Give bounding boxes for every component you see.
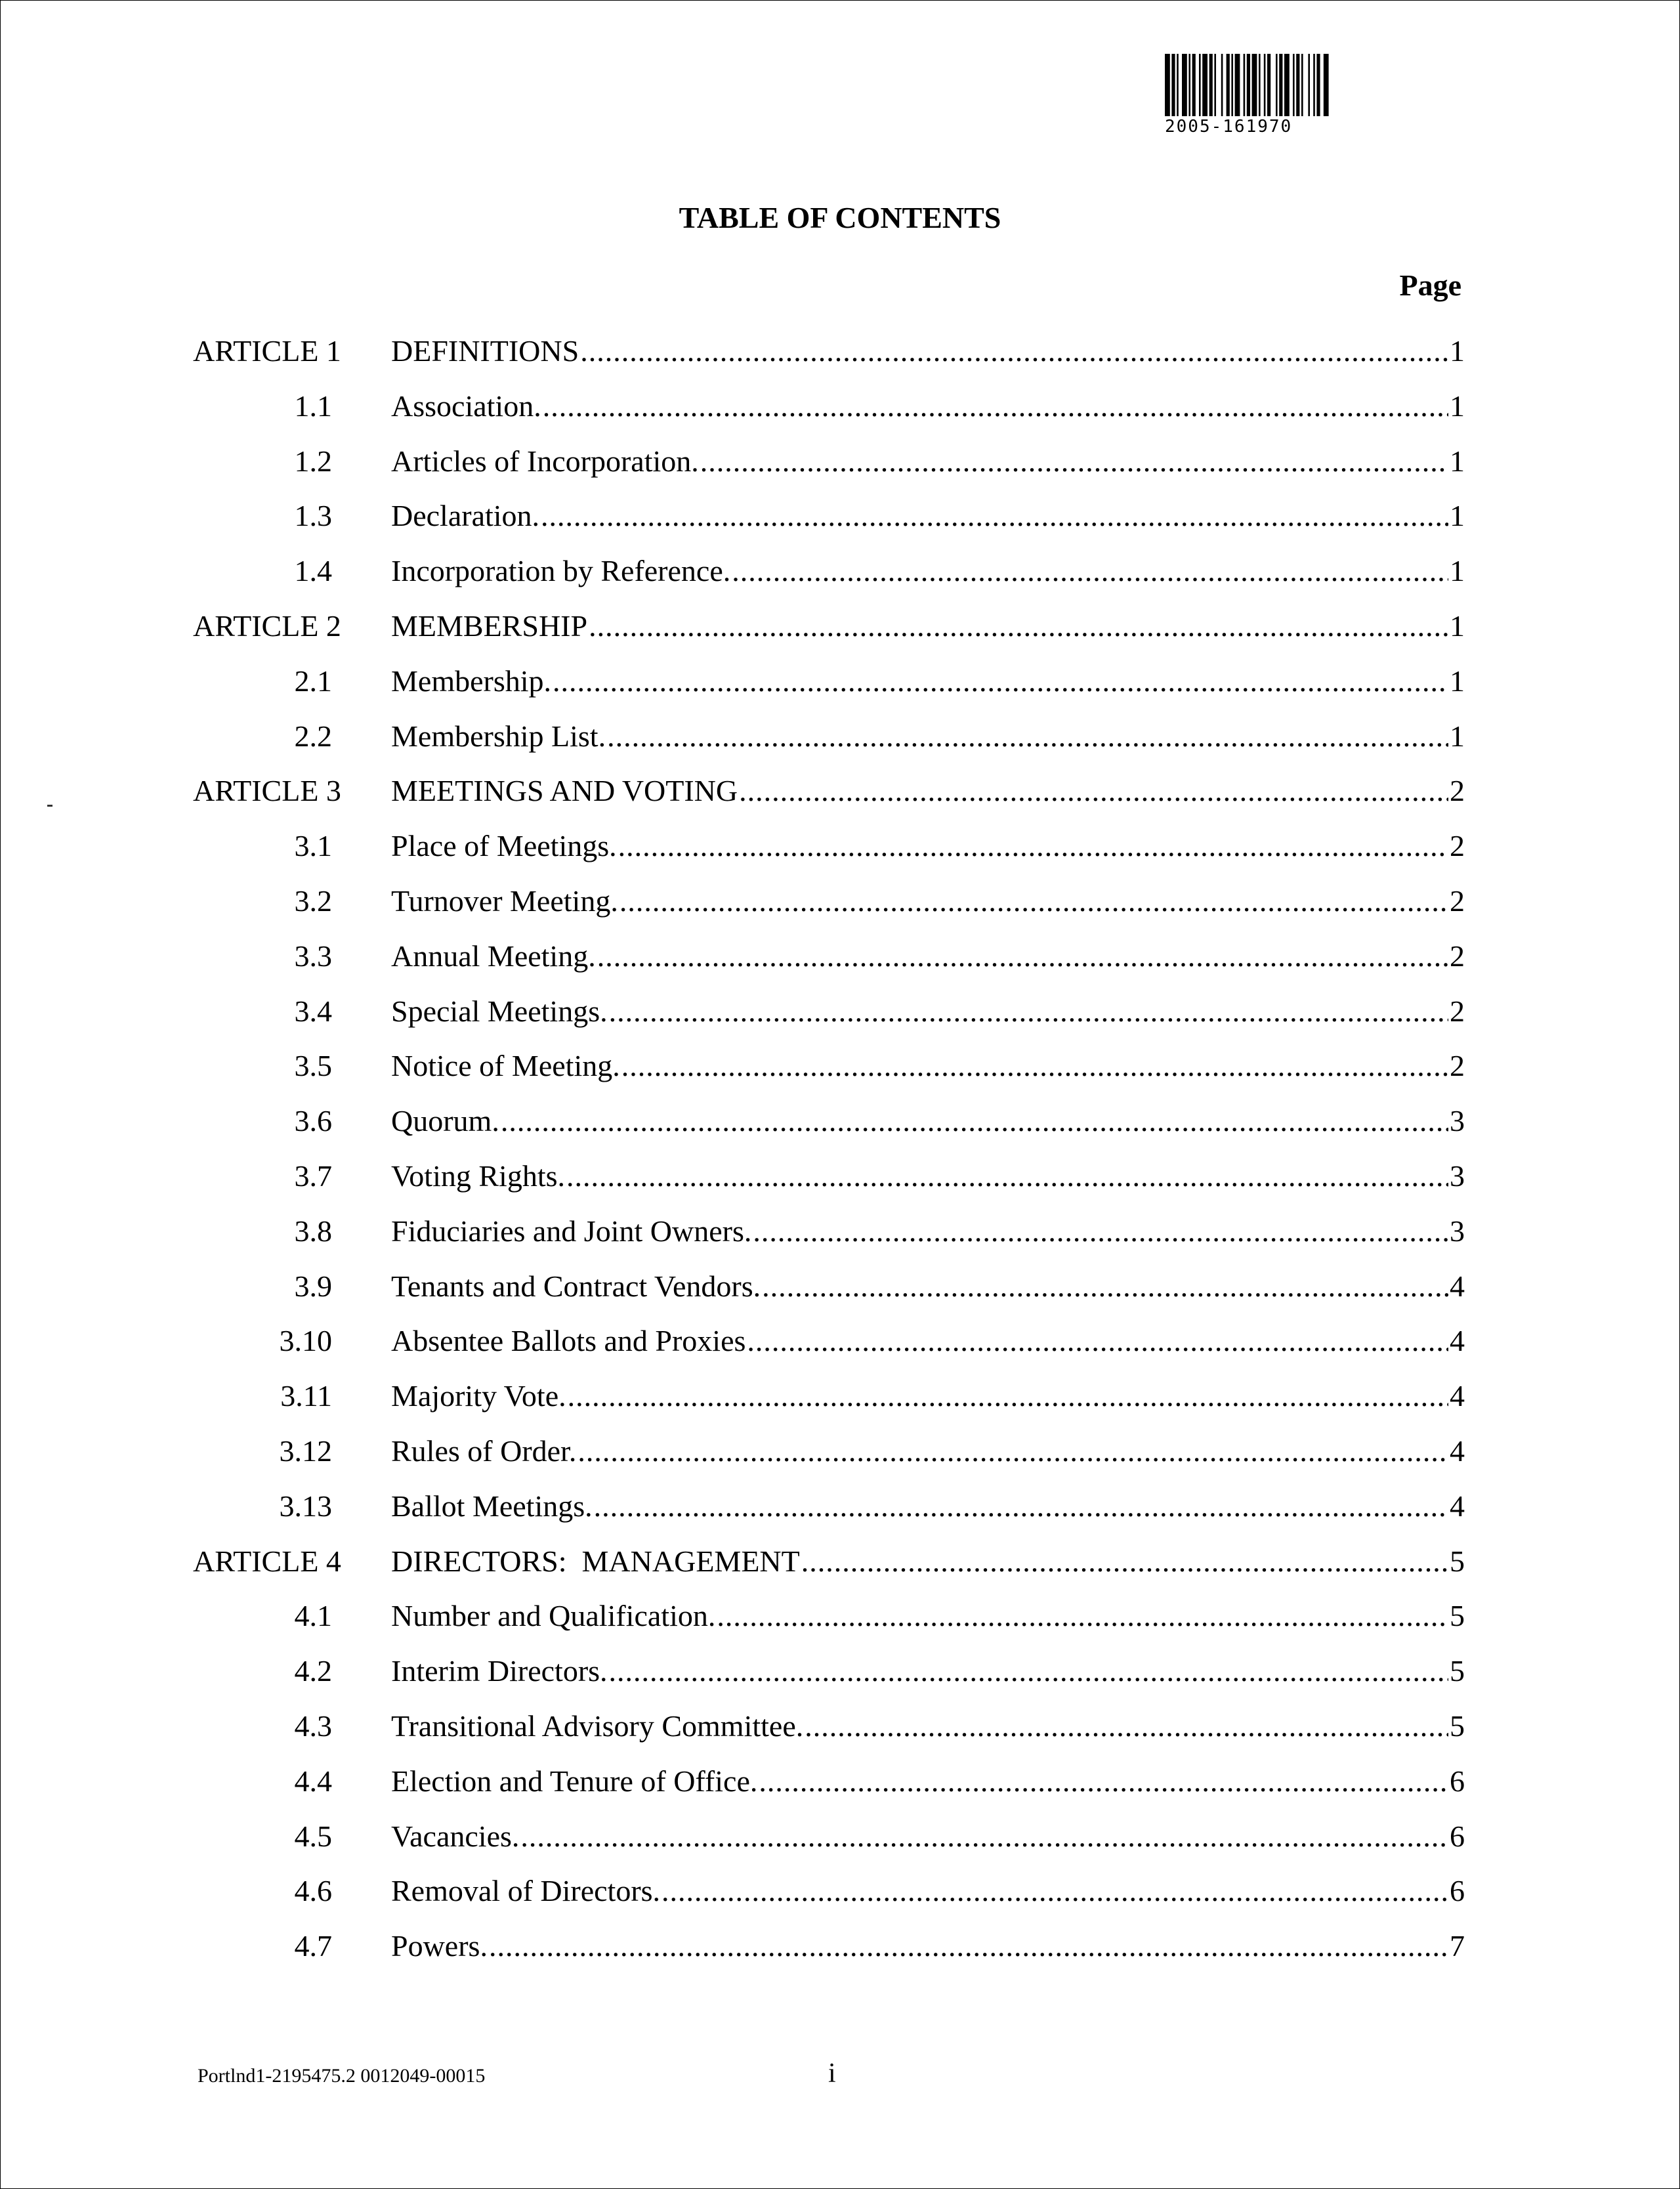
toc-entry-page: 2 <box>1450 994 1465 1028</box>
toc-entry-page: 5 <box>1450 1599 1465 1632</box>
toc-entry-number: 3.2 <box>294 884 332 918</box>
toc-entry-line <box>391 1321 1465 1361</box>
dot-leader <box>553 662 1448 701</box>
dot-leader <box>597 937 1448 976</box>
toc-entry <box>0 1432 1680 1471</box>
toc-entry <box>0 1762 1680 1801</box>
toc-entry-title: Vacancies. <box>391 1819 520 1853</box>
dot-leader <box>762 1267 1448 1306</box>
toc-entry-line <box>391 1376 1465 1416</box>
page-number: i <box>828 2058 836 2089</box>
toc-entry-line <box>391 882 1465 921</box>
toc-entry-title: Incorporation by Reference. <box>391 554 731 587</box>
toc-entry-title: Declaration. <box>391 499 540 532</box>
toc-entry-page: 6 <box>1450 1819 1465 1853</box>
toc-entry-title: Annual Meeting. <box>391 939 596 973</box>
toc-entry-title: Powers. <box>391 1929 488 1963</box>
toc-entry-number: 4.7 <box>294 1929 332 1963</box>
toc-entry-page: 2 <box>1450 829 1465 862</box>
toc-entry-line <box>391 1707 1465 1746</box>
toc-entry <box>0 1651 1680 1691</box>
toc-entry <box>0 717 1680 756</box>
dot-leader <box>759 1762 1448 1801</box>
toc-entry-line <box>391 717 1465 756</box>
toc-entry-line <box>391 442 1465 481</box>
toc-entry-page: 5 <box>1450 1709 1465 1743</box>
dot-leader <box>594 1487 1448 1526</box>
toc-entry-number: 3.1 <box>294 829 332 862</box>
toc-entry <box>0 937 1680 976</box>
toc-entry-page: 3 <box>1450 1104 1465 1137</box>
toc-entry <box>0 662 1680 701</box>
toc-entry-title: Membership List. <box>391 719 606 753</box>
toc-entry-title: Association. <box>391 389 541 423</box>
toc-entry-number: 4.2 <box>294 1654 332 1688</box>
toc-entry-number: 3.13 <box>279 1489 332 1523</box>
toc-entry-title: Number and Qualification. <box>391 1599 716 1632</box>
toc-entry-line <box>391 551 1465 591</box>
toc-entry-number: 1.4 <box>294 554 332 587</box>
toc-entry <box>0 1376 1680 1416</box>
dot-leader <box>739 771 1448 811</box>
dot-leader <box>501 1101 1448 1141</box>
toc-entry-page: 5 <box>1450 1544 1465 1578</box>
toc-entry-title: Notice of Meeting. <box>391 1049 620 1082</box>
toc-entry-page: 2 <box>1450 1049 1465 1082</box>
toc-entry <box>0 331 1680 371</box>
dot-leader <box>489 1926 1448 1966</box>
toc-entry-number: 4.5 <box>294 1819 332 1853</box>
toc-entry-page: 6 <box>1450 1764 1465 1798</box>
toc-entry-line <box>391 992 1465 1031</box>
toc-entry-line <box>391 1212 1465 1251</box>
toc-entry <box>0 1817 1680 1856</box>
toc-entry <box>0 1871 1680 1911</box>
dot-leader <box>717 1596 1448 1636</box>
toc-entry-line <box>391 771 1465 811</box>
dot-leader <box>700 442 1448 481</box>
toc-entry-page: 4 <box>1450 1379 1465 1413</box>
dot-leader <box>801 1542 1448 1581</box>
dot-leader <box>662 1871 1448 1911</box>
toc-entry-page: 4 <box>1450 1269 1465 1303</box>
toc-entry-title: DEFINITIONS <box>391 334 579 368</box>
toc-entry-number: 2.1 <box>294 664 332 698</box>
dot-leader <box>589 606 1448 646</box>
toc-entry <box>0 606 1680 646</box>
toc-entry <box>0 496 1680 536</box>
toc-entry-title: MEETINGS AND VOTING <box>391 774 738 807</box>
toc-entry-number: 4.3 <box>294 1709 332 1743</box>
toc-entry-page: 4 <box>1450 1489 1465 1523</box>
toc-entry <box>0 551 1680 591</box>
dot-leader <box>618 826 1448 866</box>
toc-entry-number: 3.10 <box>279 1324 332 1357</box>
toc-entry-page: 2 <box>1450 939 1465 973</box>
toc-entry-line <box>391 1487 1465 1526</box>
toc-entry-number: 3.12 <box>279 1434 332 1468</box>
toc-entry-title: Special Meetings. <box>391 994 608 1028</box>
toc-entry-number: 1.1 <box>294 389 332 423</box>
toc-entry-title: Tenants and Contract Vendors. <box>391 1269 761 1303</box>
toc-entry-page: 1 <box>1450 664 1465 698</box>
toc-entry <box>0 442 1680 481</box>
toc-entry <box>0 826 1680 866</box>
dot-leader <box>620 882 1448 921</box>
toc-entry-number: 3.6 <box>294 1104 332 1137</box>
toc-entry <box>0 1926 1680 1966</box>
toc-entry <box>0 1101 1680 1141</box>
toc-entry-title: Removal of Directors. <box>391 1874 661 1907</box>
toc-entry-number: 3.7 <box>294 1159 332 1193</box>
toc-entry <box>0 771 1680 811</box>
barcode-number: 2005-161970 <box>1165 117 1293 137</box>
toc-entry-line <box>391 496 1465 536</box>
dot-leader <box>520 1817 1448 1856</box>
toc-entry-line <box>391 1926 1465 1966</box>
toc-entry-page: 1 <box>1450 389 1465 423</box>
toc-entry-title: Transitional Advisory Committee. <box>391 1709 804 1743</box>
dot-leader <box>609 992 1448 1031</box>
page-title: TABLE OF CONTENTS <box>679 201 1001 234</box>
toc-entry-line <box>391 1542 1465 1581</box>
toc-entry-number: 4.1 <box>294 1599 332 1632</box>
dot-leader <box>621 1046 1448 1086</box>
toc-entry-line <box>391 1817 1465 1856</box>
toc-entry-page: 1 <box>1450 719 1465 753</box>
toc-entry-page: 3 <box>1450 1159 1465 1193</box>
toc-entry <box>0 1542 1680 1581</box>
toc-entry-number: ARTICLE 2 <box>193 609 341 643</box>
toc-entry-number: 3.4 <box>294 994 332 1028</box>
toc-entry-number: ARTICLE 4 <box>193 1544 341 1578</box>
toc-entry <box>0 882 1680 921</box>
toc-entry-title: Election and Tenure of Office. <box>391 1764 758 1798</box>
toc-entry-line <box>391 662 1465 701</box>
toc-entry-line <box>391 826 1465 866</box>
toc-entry-number: 3.3 <box>294 939 332 973</box>
toc-entry-page: 1 <box>1450 554 1465 587</box>
toc-entry-number: 2.2 <box>294 719 332 753</box>
toc-entry <box>0 1487 1680 1526</box>
dot-leader <box>541 496 1448 536</box>
toc-entry-number: 4.6 <box>294 1874 332 1907</box>
toc-entry <box>0 992 1680 1031</box>
toc-entry-title: Rules of Order. <box>391 1434 577 1468</box>
toc-entry-number: ARTICLE 3 <box>193 774 341 807</box>
toc-entry-page: 2 <box>1450 884 1465 918</box>
toc-entry-page: 4 <box>1450 1324 1465 1357</box>
dot-leader <box>568 1376 1448 1416</box>
toc-entry-line <box>391 331 1465 371</box>
toc-entry-page: 6 <box>1450 1874 1465 1907</box>
toc-entry-title: Voting Rights. <box>391 1159 565 1193</box>
toc-entry-page: 1 <box>1450 499 1465 532</box>
dot-leader <box>607 717 1448 756</box>
toc-entry-number: 3.5 <box>294 1049 332 1082</box>
dot-leader <box>747 1321 1448 1361</box>
toc-entry <box>0 1212 1680 1251</box>
toc-entry-title: Quorum. <box>391 1104 499 1137</box>
toc-entry-line <box>391 1267 1465 1306</box>
toc-entry-number: ARTICLE 1 <box>193 334 341 368</box>
dot-leader <box>805 1707 1448 1746</box>
toc-entry-title: Absentee Ballots and Proxies <box>391 1324 746 1357</box>
toc-entry-page: 1 <box>1450 609 1465 643</box>
toc-entry <box>0 1267 1680 1306</box>
toc-entry-line <box>391 1871 1465 1911</box>
toc-entry-line <box>391 1432 1465 1471</box>
dot-leader <box>580 331 1448 371</box>
toc-entry <box>0 1707 1680 1746</box>
toc-entry-line <box>391 1651 1465 1691</box>
toc-entry-number: 3.11 <box>280 1379 332 1413</box>
toc-entry <box>0 1046 1680 1086</box>
toc-entry <box>0 1596 1680 1636</box>
toc-entry-line <box>391 387 1465 426</box>
toc-entry-line <box>391 606 1465 646</box>
toc-entry-page: 1 <box>1450 334 1465 368</box>
toc-entry-number: 4.4 <box>294 1764 332 1798</box>
dot-leader <box>578 1432 1448 1471</box>
toc-entry-title: Membership. <box>391 664 552 698</box>
toc-entry-page: 5 <box>1450 1654 1465 1688</box>
toc-entry-line <box>391 937 1465 976</box>
toc-entry-page: 2 <box>1450 774 1465 807</box>
toc-entry-title: Majority Vote. <box>391 1379 566 1413</box>
toc-entry-title: Articles of Incorporation. <box>391 444 699 478</box>
toc-entry-title: MEMBERSHIP <box>391 609 588 643</box>
toc-entry <box>0 387 1680 426</box>
toc-entry-page: 4 <box>1450 1434 1465 1468</box>
toc-entry <box>0 1157 1680 1196</box>
toc-entry-number: 3.8 <box>294 1214 332 1248</box>
toc-entry-line <box>391 1046 1465 1086</box>
toc-entry-title: Place of Meetings. <box>391 829 617 862</box>
toc-entry-line <box>391 1157 1465 1196</box>
toc-entry-title: Ballot Meetings. <box>391 1489 593 1523</box>
toc-entry <box>0 1321 1680 1361</box>
toc-entry-page: 1 <box>1450 444 1465 478</box>
toc-entry-title: Fiduciaries and Joint Owners. <box>391 1214 752 1248</box>
barcode-image <box>1165 54 1463 116</box>
toc-entry-line <box>391 1101 1465 1141</box>
toc-entry-number: 1.3 <box>294 499 332 532</box>
toc-entry-number: 1.2 <box>294 444 332 478</box>
dot-leader <box>609 1651 1448 1691</box>
document-id: Portlnd1-2195475.2 0012049-00015 <box>198 2065 486 2087</box>
toc-entry-line <box>391 1596 1465 1636</box>
toc-entry-title: DIRECTORS: MANAGEMENT <box>391 1544 800 1578</box>
toc-entry-title: Turnover Meeting. <box>391 884 618 918</box>
toc-entry-number: 3.9 <box>294 1269 332 1303</box>
toc-entry-page: 7 <box>1450 1929 1465 1963</box>
dot-leader <box>566 1157 1448 1196</box>
dot-leader <box>732 551 1448 591</box>
page-column-heading: Page <box>1399 268 1461 302</box>
toc-entry-line <box>391 1762 1465 1801</box>
toc-entry-page: 3 <box>1450 1214 1465 1248</box>
toc-entry-title: Interim Directors. <box>391 1654 608 1688</box>
dot-leader <box>543 387 1448 426</box>
dot-leader <box>753 1212 1448 1251</box>
